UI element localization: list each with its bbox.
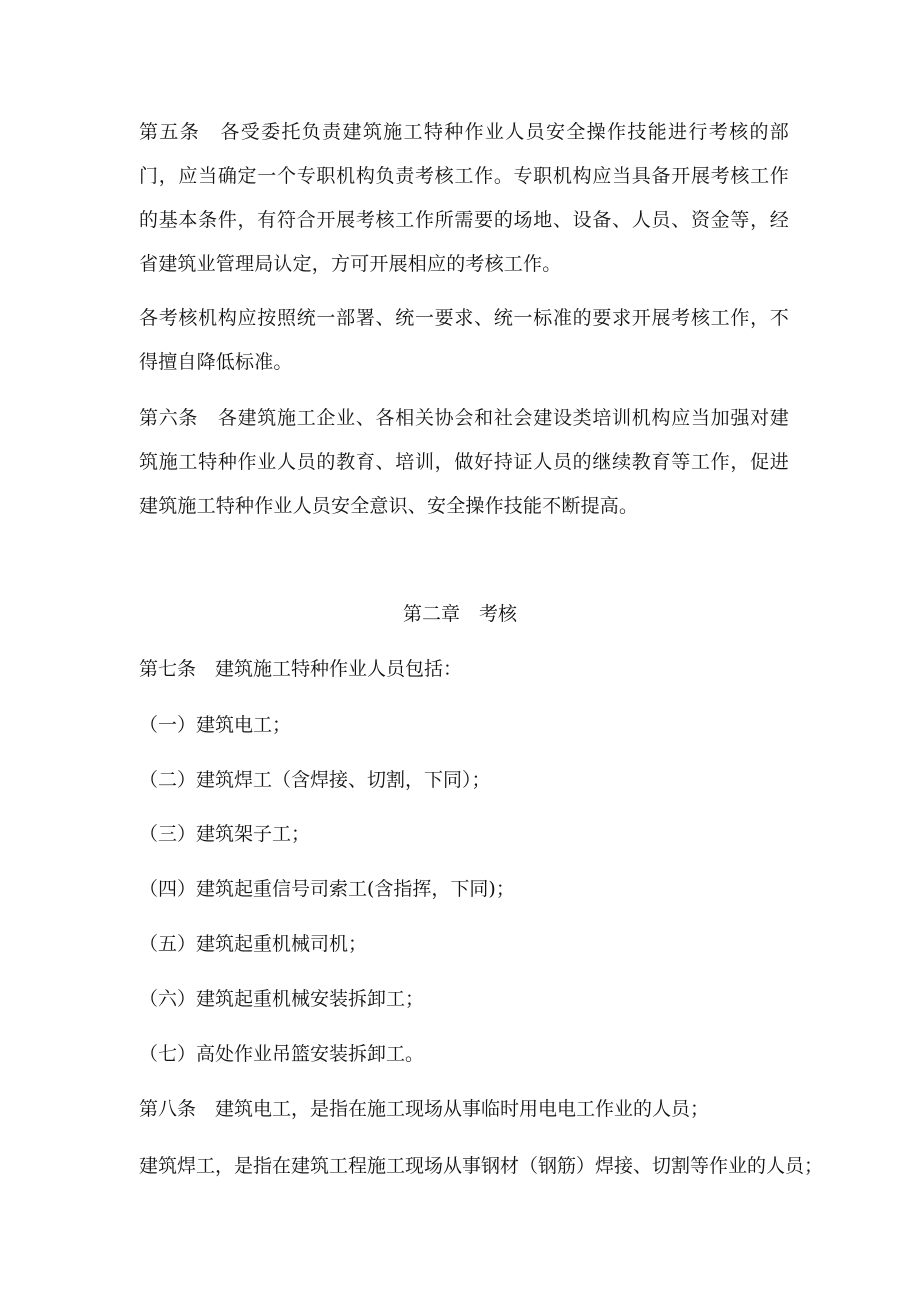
list-item: （七）高处作业吊篮安装拆卸工。 xyxy=(139,1043,425,1065)
list-item: （三）建筑架子工； xyxy=(139,823,311,845)
article-6-paragraph: 第六条 各建筑施工企业、各相关协会和社会建设类培训机构应当加强对建筑施工特种作业人员的教育、培训，做好持证人员的继续教育等工作，促进建筑施工特种作业人员安全意识、安全操作技能不断提高。 xyxy=(139,407,789,517)
list-item: （二）建筑焊工（含焊接、切割，下同）； xyxy=(139,769,491,791)
list-item: （五）建筑起重机械司机； xyxy=(139,933,368,955)
article-8-paragraph: 第八条 建筑电工，是指在施工现场从事临时用电电工作业的人员； xyxy=(139,1098,710,1120)
article-8-paragraph-2: 建筑焊工，是指在建筑工程施工现场从事钢材（钢筋）焊接、切割等作业的人员； xyxy=(139,1155,824,1177)
article-5-paragraph-2: 各考核机构应按照统一部署、统一要求、统一标准的要求开展考核工作，不得擅自降低标准。 xyxy=(139,307,789,373)
list-item: （一）建筑电工； xyxy=(139,714,292,736)
list-item: （四）建筑起重信号司索工(含指挥，下同)； xyxy=(139,878,515,900)
article-5-paragraph: 第五条 各受委托负责建筑施工特种作业人员安全操作技能进行考核的部门，应当确定一个专职机构负责考核工作。专职机构应当具备开展考核工作的基本条件，有符合开展考核工作所需要的场地、设备、人员、资金等，经省建筑业管理局认定，方可开展相应的考核工作。 xyxy=(139,121,789,275)
chapter-title: 第二章 考核 xyxy=(402,603,517,625)
article-7-intro: 第七条 建筑施工特种作业人员包括： xyxy=(139,658,463,680)
list-item: （六）建筑起重机械安装拆卸工； xyxy=(139,988,425,1010)
